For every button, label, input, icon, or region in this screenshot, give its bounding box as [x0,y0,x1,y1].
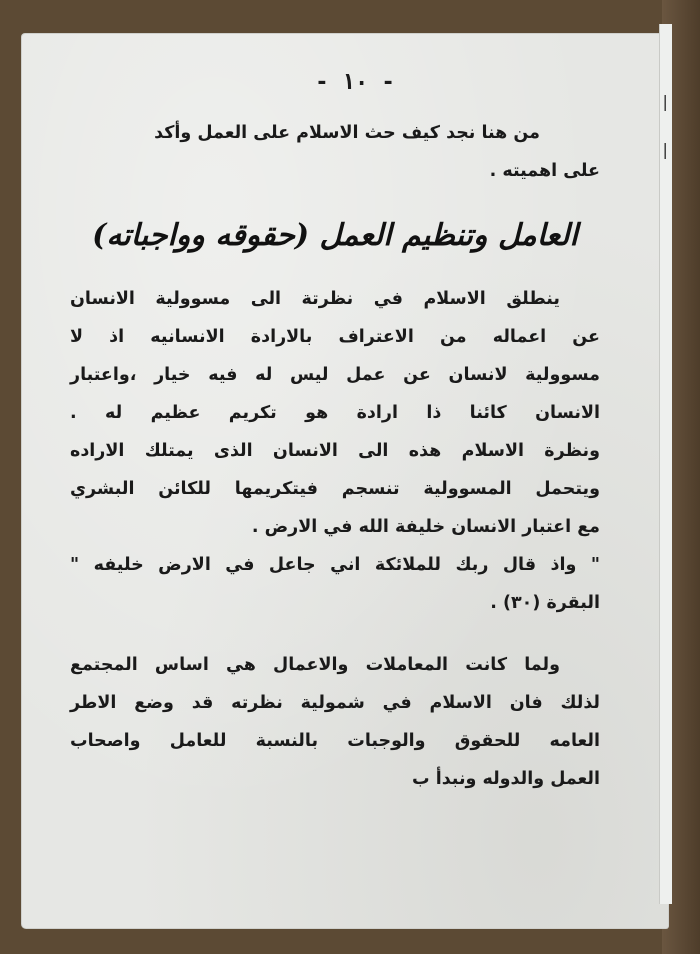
page-number: - ١٠ - [315,70,395,95]
margin-mark: | [660,140,670,159]
paragraph-line: مسوولية لانسان عن عمل ليس له فيه خيار ،واعتبار [70,365,600,385]
paragraph-line: " واذ قال ربك للملائكة اني جاعل في الارض خليفه " [70,555,600,575]
margin-mark: | [660,92,670,111]
paragraph-line: العامه للحقوق والوجبات بالنسبة للعامل واصحاب [70,731,600,751]
paragraph-line: الانسان كائنا ذا ارادة هو تكريم عظيم له . [70,403,600,423]
paragraph-line: ويتحمل المسوولية تنسجم فيتكريمها للكائن البشري [70,479,600,499]
intro-line: على اهميته . [489,161,600,181]
intro-line: من هنا نجد كيف حث الاسلام على العمل وأكد [154,123,540,143]
paragraph-line: مع اعتبار الانسان خليفة الله في الارض . [251,517,600,537]
paragraph-gap [70,622,600,646]
paragraph-line: عن اعماله من الاعتراف بالارادة الانسانيه اذ لا [70,327,600,347]
paragraph-line: البقرة (٣٠) . [490,593,600,613]
paragraph-line: ونظرة الاسلام هذه الى الانسان الذى يمتلك الاراده [70,441,600,461]
paragraph-line: لذلك فان الاسلام في شمولية نظرته قد وضع الاطر [70,693,600,713]
paragraph-line: ولما كانت المعاملات والاعمال هي اساس المجتمع [70,655,560,675]
document-body [70,114,600,798]
section-heading: العامل وتنظيم العمل (حقوقه وواجباته) [92,218,578,253]
paragraph-line: العمل والدوله ونبدأ ب [412,769,600,789]
paragraph-line: ينطلق الاسلام في نظرتة الى مسوولية الانسان [70,289,560,309]
